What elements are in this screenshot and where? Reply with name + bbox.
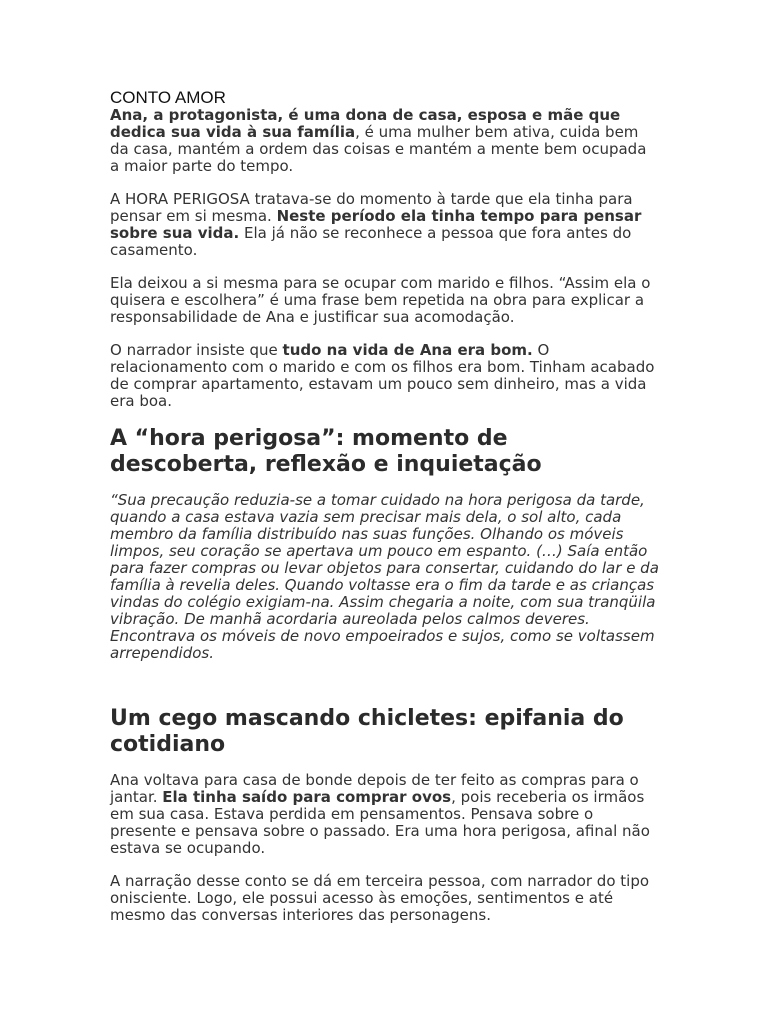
bold-text: Ana, a protagonista, é uma dona de casa, esposa e mãe que dedica sua vida à sua família: [110, 106, 621, 141]
document-title: CONTO AMOR: [110, 88, 226, 107]
paragraph-text: O narrador insiste que: [110, 341, 283, 359]
bold-text: tudo na vida de Ana era bom.: [282, 341, 533, 359]
paragraph-text: O relacionamento com o marido e com os filhos era bom. Tinham acabado de comprar apartamento, estavam um pouco sem dinheiro, mas a vida era boa.: [110, 341, 655, 410]
paragraph-protagonist: [110, 107, 660, 175]
paragraph-text: Ana voltava para casa de bonde depois de ter feito as compras para o jantar.: [110, 771, 639, 806]
paragraph-narracao: A narração desse conto se dá em terceira pessoa, com narrador do tipo onisciente. Logo, ele possui acesso às emoções, sentimentos e até mesmo das conversas interiores das personagens.: [110, 872, 650, 924]
bold-text: Ela tinha saído para comprar ovos: [162, 788, 452, 806]
document-page: [110, 88, 660, 940]
paragraph-hora-perigosa: [110, 191, 660, 259]
paragraph-marido-filhos: Ela deixou a si mesma para se ocupar com marido e filhos. “Assim ela o quisera e escolhera” é uma frase bem repetida na obra para explicar a responsabilidade de Ana e justificar sua acomodação.: [110, 274, 651, 326]
bold-text: Neste período ela tinha tempo para pensar sobre sua vida.: [110, 207, 642, 242]
paragraph-text: , pois receberia os irmãos em sua casa. Estava perdida em pensamentos. Pensava sobre o presente e pensava sobre o passado. Era uma hora perigosa, afinal não estava se ocupando.: [110, 788, 650, 857]
paragraph-narrador: [110, 342, 660, 410]
section-heading-hora-perigosa: A “hora perigosa”: momento de descoberta, reflexão e inquietação: [110, 426, 542, 477]
section-heading-cego: Um cego mascando chicletes: epifania do cotidiano: [110, 706, 624, 757]
paragraph-text: , é uma mulher bem ativa, cuida bem da casa, mantém a ordem das coisas e mantém a mente bem ocupada a maior parte do tempo.: [110, 123, 647, 175]
quote-block: “Sua precaução reduzia-se a tomar cuidado na hora perigosa da tarde, quando a casa estava vazia sem precisar mais dela, o sol alto, cada membro da família distribuído nas suas funções. Olhando os móveis limpos, seu coração se apertava um pouco em espanto. (…) Saía então para fazer compras ou levar objetos para consertar, cuidando do lar e da família à revelia deles. Quando voltasse era o fim da tarde e as crianças vindas do colégio exigiam-na. Assim chegaria a noite, com sua tranqüila vibração. De manhã acordaria aureolada pelos calmos deveres. Encontrava os móveis de novo empoeirados e sujos, como se voltassem arrependidos.: [110, 491, 659, 662]
paragraph-bonde: [110, 772, 660, 857]
paragraph-text: Ela já não se reconhece a pessoa que fora antes do casamento.: [110, 224, 632, 259]
paragraph-text: A HORA PERIGOSA tratava-se do momento à tarde que ela tinha para pensar em si mesma.: [110, 190, 633, 225]
